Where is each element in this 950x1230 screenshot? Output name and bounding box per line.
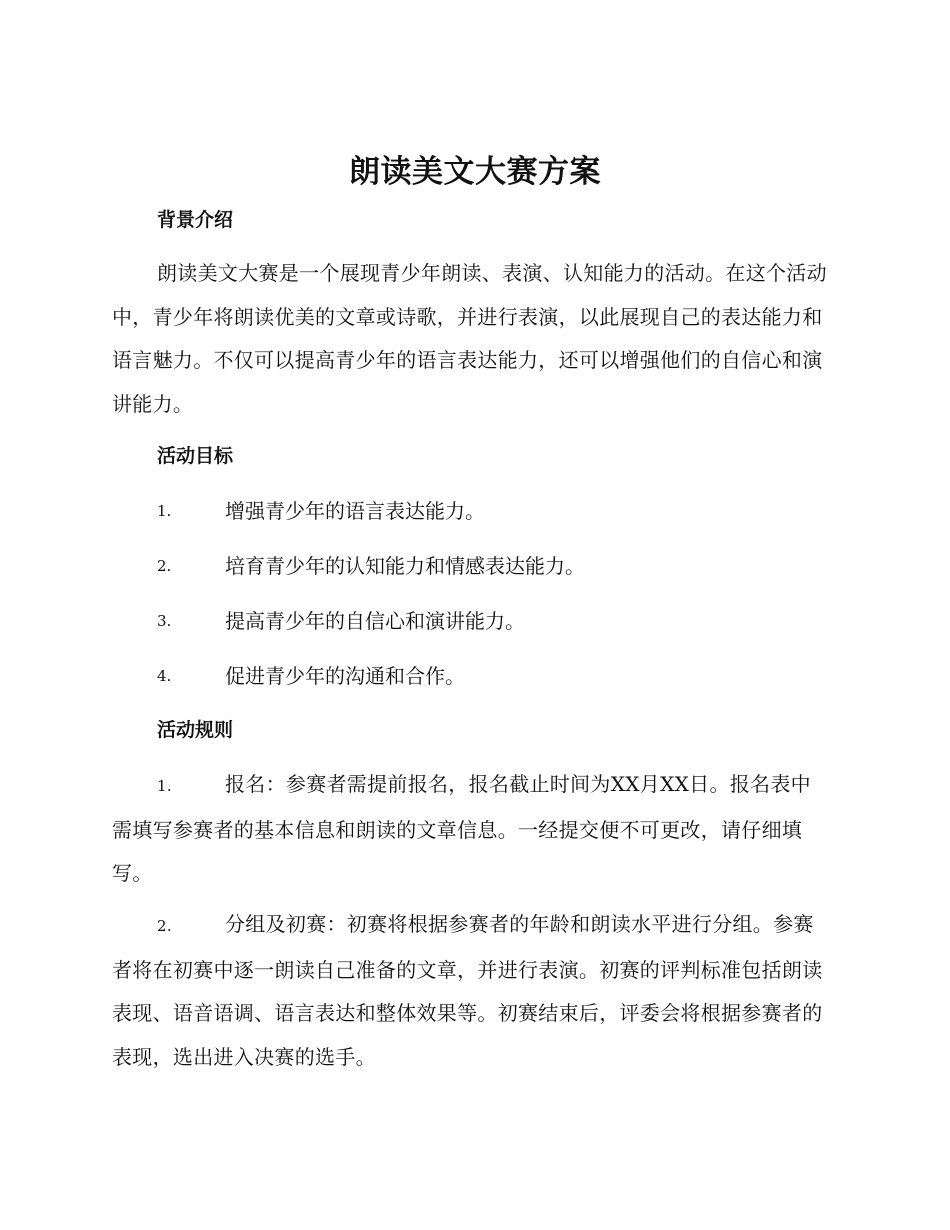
background-paragraph: 朗读美文大赛是一个展现青少年朗读、表演、认知能力的活动。在这个活动中，青少年将朗读优美的文章或诗歌，并进行表演，以此展现自己的表达能力和语言魅力。不仅可以提高青少年的语言表达能力，还可以增强他们的自信心和演讲能力。 (112, 261, 827, 416)
goal-list-item (157, 606, 830, 636)
document-title: 朗读美文大赛方案 (349, 154, 601, 190)
list-number: 1. (157, 502, 172, 520)
section-heading-rules: 活动规则 (157, 719, 234, 741)
list-number: 2. (157, 557, 172, 575)
list-number: 2. (157, 917, 172, 935)
goal-list-item (157, 661, 830, 691)
rule-paragraph (112, 763, 830, 896)
list-text: 提高青少年的自信心和演讲能力。 (225, 609, 525, 633)
section-heading-goals: 活动目标 (157, 445, 234, 467)
rule-text: 分组及初赛：初赛将根据参赛者的年龄和朗读水平进行分组。参赛者将在初赛中逐一朗读自己准备的文章，并进行表演。初赛的评判标准包括朗读表现、语音语调、语言表达和整体效果等。初赛结束后，评委会将根据参赛者的表现，选出进入决赛的选手。 (112, 912, 823, 1069)
list-text: 增强青少年的语言表达能力。 (225, 499, 485, 523)
goal-list-item (157, 496, 830, 526)
list-number: 1. (157, 777, 172, 795)
list-number: 3. (157, 612, 172, 630)
section-heading-background: 背景介绍 (157, 209, 234, 231)
rule-paragraph (112, 903, 830, 1079)
list-text: 培育青少年的认知能力和情感表达能力。 (225, 554, 585, 578)
list-text: 促进青少年的沟通和合作。 (225, 664, 465, 688)
rule-text: 报名：参赛者需提前报名，报名截止时间为XX月XX日。报名表中需填写参赛者的基本信息和朗读的文章信息。一经提交便不可更改，请仔细填写。 (112, 772, 811, 885)
list-number: 4. (157, 667, 172, 685)
goal-list-item (157, 551, 830, 581)
